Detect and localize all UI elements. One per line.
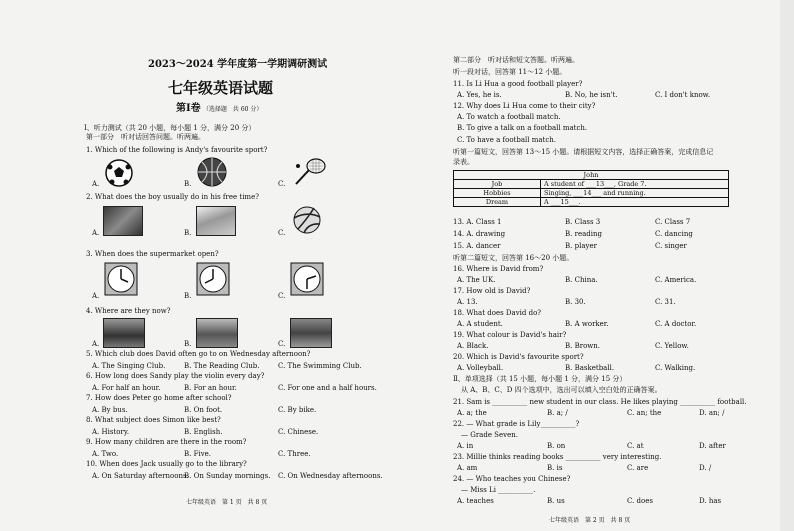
q4-label-c: C. [278,340,286,348]
question-5: 5. Which club does David often go to on Wednesday afternoon? [86,350,311,358]
question-22: 22. — What grade is Lily__________? [453,420,580,428]
question-24: 24. — Who teaches you Chinese? [453,475,571,483]
q23-option-c: C. are [627,464,649,472]
section1-part: 第一部分 听对话回答问题。听两遍。 [86,133,205,141]
q3-label-a: A. [92,292,100,300]
info-row-value: Singing, ___14___ and running. [541,189,729,198]
q24-option-d: D. has [699,497,722,505]
q21-option-c: C. an; the [627,409,662,417]
badminton-racket-icon [290,156,330,188]
question-10: 10. When does Jack usually go to the library? [86,460,247,468]
q7-option-a: A. By bus. [92,406,128,414]
question-7: 7. How does Peter go home after school? [86,394,232,402]
q5-option-c: C. The Swimming Club. [278,362,362,370]
q3-label-b: B. [184,292,192,300]
q17-option-a: A. 13. [457,298,478,306]
q8-option-b: B. English. [184,428,223,436]
part2-instruction-b1: 听第一篇短文，回答第 13～15 小题。请根据短文内容，选择正确答案，完成信息记 [453,148,714,156]
q18-option-a: A. A student. [457,320,503,328]
q12-option-c: C. To have a football match. [457,136,556,144]
question-12: 12. Why does Li Hua come to their city? [453,102,596,110]
question-24-reply: — Miss Li __________. [461,486,536,494]
football-icon [104,158,134,188]
q6-option-b: B. For an hour. [184,384,237,392]
q13-option-c: C. Class 7 [655,218,691,226]
section2-instruction: 从 A、B、C、D 四个选项中，选出可以填入空白处的正确答案。 [461,386,662,394]
question-23: 23. Millie thinks reading books __________ very interesting. [453,453,662,461]
q10-option-b: B. On Sunday mornings. [184,472,271,480]
q22-option-a: A. in [457,442,474,450]
q6-option-c: C. For one and a half hours. [278,384,377,392]
q15-option-a: 15. A. dancer [453,242,501,250]
q21-option-d: D. an; / [699,409,725,417]
page-footer-left: 七年级英语 第 1 页 共 8 页 [186,499,268,506]
q5-option-b: B. The Reading Club. [184,362,260,370]
photo-place-c [290,318,332,348]
info-row-value: A student of ___13___, Grade 7. [541,180,729,189]
q8-option-c: C. Chinese. [278,428,319,436]
q2-label-a: A. [92,229,100,237]
q19-option-b: B. Brown. [565,342,601,350]
q17-option-b: B. 30. [565,298,586,306]
q10-option-a: A. On Saturday afternoons. [92,472,189,480]
photo-reading [103,206,143,236]
q18-option-b: B. A worker. [565,320,609,328]
q23-option-b: B. is [547,464,563,472]
question-3: 3. When does the supermarket open? [86,250,219,258]
q20-option-c: C. Walking. [655,364,696,372]
q21-option-b: B. a; / [547,409,568,417]
q20-option-b: B. Basketball. [565,364,615,372]
question-22-reply: — Grade Seven. [461,431,518,439]
q18-option-c: C. A doctor. [655,320,697,328]
volume-title [176,104,262,114]
part2-instruction-b2: 录表。 [453,158,474,166]
q11-option-b: B. No, he isn't. [565,91,618,99]
info-table [453,170,729,207]
q15-option-c: C. singer [655,242,687,250]
q9-option-a: A. Two. [92,450,119,458]
q20-option-a: A. Volleyball. [457,364,504,372]
q16-option-c: C. America. [655,276,697,284]
question-17: 17. How old is David? [453,287,531,295]
scan-edge [780,0,794,531]
q11-option-a: A. Yes, he is. [457,91,502,99]
info-row-value: A ___15___. [541,198,729,207]
q13-option-b: B. Class 3 [565,218,601,226]
question-8: 8. What subject does Simon like best? [86,416,221,424]
q23-option-d: D. / [699,464,712,472]
question-16: 16. Where is David from? [453,265,544,273]
q5-option-a: A. The Singing Club. [92,362,166,370]
clock-icon-b [196,262,230,296]
q16-option-b: B. China. [565,276,598,284]
info-row-key: Job [454,180,541,189]
q21-option-a: A. a; the [457,409,487,417]
q12-option-b: B. To give a talk on a football match. [457,124,588,132]
exam-title: 七年级英语试题 [168,79,274,97]
q4-label-b: B. [184,340,192,348]
question-6: 6. How long does Sandy play the violin every day? [86,372,265,380]
q1-label-c: C. [278,180,286,188]
q7-option-b: B. On foot. [184,406,223,414]
q22-option-c: C. at [627,442,644,450]
question-19: 19. What colour is David's hair? [453,331,567,339]
photo-skateboarding [196,206,236,236]
question-9: 9. How many children are there in the room? [86,438,247,446]
q19-option-a: A. Black. [457,342,489,350]
q2-label-b: B. [184,229,192,237]
q9-option-b: B. Five. [184,450,212,458]
photo-place-b [196,318,238,348]
q16-option-a: A. The UK. [457,276,496,284]
info-row-key: Dream [454,198,541,207]
info-table-name: John [454,171,729,180]
q22-option-d: D. after [699,442,726,450]
q4-label-a: A. [92,340,100,348]
part2-instruction-a: 听一段对话，回答第 11～12 小题。 [453,68,567,76]
photo-place-a [103,318,145,348]
volume-sub: （选择题 共 60 分） [202,106,263,113]
q13-option-a: 13. A. Class 1 [453,218,502,226]
right-page [397,0,794,531]
q11-option-c: C. I don't know. [655,91,711,99]
q3-label-c: C. [278,292,286,300]
q10-option-c: C. On Wednesday afternoons. [278,472,383,480]
exam-header: 2023～2024 学年度第一学期调研测试 [148,59,328,70]
info-row-key: Hobbies [454,189,541,198]
q22-option-b: B. on [547,442,566,450]
q14-option-a: 14. A. drawing [453,230,506,238]
q1-label-b: B. [184,180,192,188]
volume-label: 第Ⅰ卷 [176,103,201,114]
question-20: 20. Which is David's favourite sport? [453,353,584,361]
part2-instruction-c: 听第二篇短文，回答第 16～20 小题。 [453,254,574,262]
question-1: 1. Which of the following is Andy's favourite sport? [86,146,268,154]
volleyball-icon [290,205,324,235]
clock-icon-c [290,262,324,296]
section1-title: Ⅰ、听力测试（共 20 小题，每小题 1 分，满分 20 分） [84,124,256,132]
q2-label-c: C. [278,229,286,237]
page-footer-right: 七年级英语 第 2 页 共 8 页 [549,517,631,524]
q14-option-b: B. reading [565,230,602,238]
clock-icon-a [104,262,138,296]
q15-option-b: B. player [565,242,597,250]
question-11: 11. Is Li Hua a good football player? [453,80,583,88]
q7-option-c: C. By bike. [278,406,317,414]
q6-option-a: A. For half an hour. [92,384,161,392]
basketball-icon [196,156,228,188]
question-2: 2. What does the boy usually do in his free time? [86,193,259,201]
q12-option-a: A. To watch a football match. [457,113,561,121]
q24-option-b: B. us [547,497,565,505]
q8-option-a: A. History. [92,428,130,436]
part2-title: 第二部分 听对话和短文答题。听两遍。 [453,56,579,64]
question-18: 18. What does David do? [453,309,542,317]
q24-option-c: C. does [627,497,653,505]
q14-option-c: C. dancing [655,230,693,238]
q17-option-c: C. 31. [655,298,676,306]
q24-option-a: A. teaches [457,497,494,505]
question-4: 4. Where are they now? [86,307,171,315]
question-21: 21. Sam is __________ new student in our class. He likes playing __________ football. [453,398,747,406]
q23-option-a: A. am [457,464,478,472]
section2-title: Ⅱ、单项选择（共 15 小题，每小题 1 分，满分 15 分） [453,375,627,383]
q9-option-c: C. Three. [278,450,311,458]
q1-label-a: A. [92,180,100,188]
q19-option-c: C. Yellow. [655,342,689,350]
